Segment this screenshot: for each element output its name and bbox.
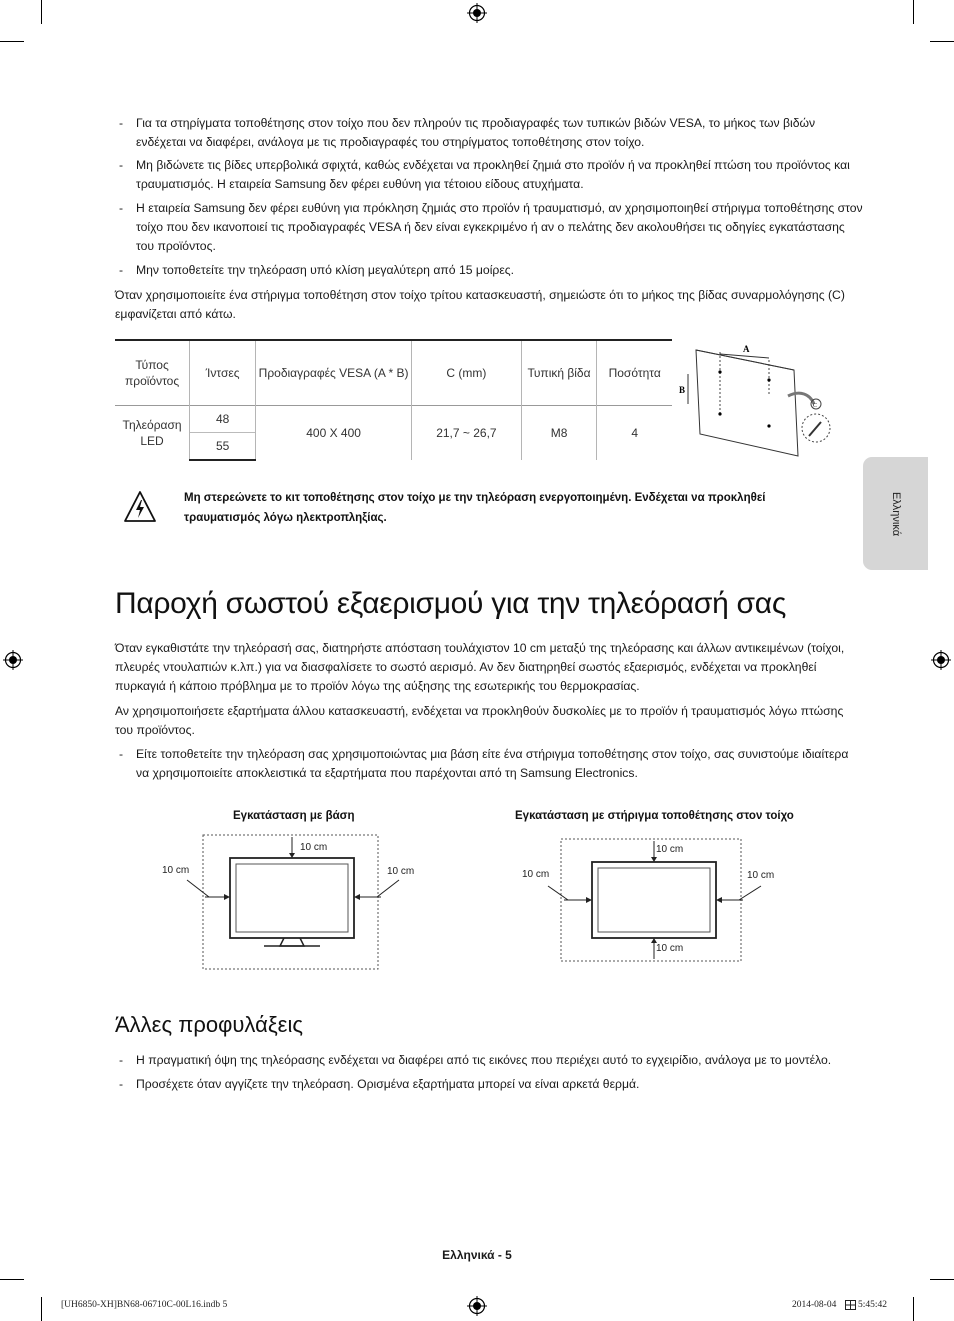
bullet-dash: - [119, 201, 124, 215]
cell-size: 48 [190, 406, 256, 433]
bullet-text: Μην τοποθετείτε την τηλεόραση υπό κλίση μεγαλύτερη από 15 μοίρες. [136, 263, 515, 277]
label-b: B [679, 385, 686, 395]
bullet-dash: - [119, 158, 124, 172]
clearance-left-label: 10 cm [522, 869, 550, 880]
wall-clearance-diagram [520, 838, 785, 964]
cell-size: 55 [190, 433, 256, 461]
cell-c: 21,7 ~ 26,7 [412, 406, 522, 461]
header-inches: Ίντσες [190, 340, 256, 406]
caption-wall: Εγκατάσταση με στήριγμα τοποθέτησης στον τοίχο [515, 810, 794, 822]
clock-icon [845, 1300, 856, 1310]
footer-date: 2014-08-04 [792, 1300, 837, 1310]
electric-warning-icon [123, 490, 157, 524]
clearance-top-label: 10 cm [300, 842, 328, 853]
crop-mark [913, 0, 914, 24]
table-header-row [115, 340, 672, 406]
caption-stand: Εγκατάσταση με βάση [233, 810, 355, 822]
header-vesa: Προδιαγραφές VESA (A * B) [256, 340, 412, 406]
bullet-item [117, 156, 864, 194]
clearance-bottom-label: 10 cm [656, 943, 684, 954]
vesa-spec-table [115, 339, 672, 461]
bullet-text: Είτε τοποθετείτε την τηλεόραση σας χρησιμοποιώντας μια βάση είτε ένα στήριγμα τοποθέτησης στον τοίχο, σας συνιστούμε ιδιαίτερα να χρησιμοποιείτε αποκλειστικά τα εξαρτήματα που παρέχονται από τη Samsung Electronics. [136, 747, 849, 780]
ventilation-paragraph: Όταν εγκαθιστάτε την τηλεόρασή σας, διατηρήστε απόσταση τουλάχιστον 10 cm μεταξύ της τηλεόρασης και άλλων αντικειμένων (τοίχοι, πλευρές ντουλαπιών κ.λπ.) για να διασφαλίσετε το σωστό αερισμό. Αν δεν διατηρηθεί σωστός εξαερισμός, ενδέχεται να προκληθεί πυρκαγιά ή κάποιο πρόβλημα με το προϊόν λόγω της αύξησης της εσωτερικής του θερμοκρασίας. [115, 641, 845, 693]
clearance-left-label: 10 cm [162, 865, 190, 876]
cell-type: Τηλεόραση LED [115, 406, 190, 461]
bullet-text: Μη βιδώνετε τις βίδες υπερβολικά σφιχτά, καθώς ενδέχεται να προκληθεί ζημιά στο προϊόν ή να προκληθεί πτώση του προϊόντος και τραυματισμός. Η εταιρεία Samsung δεν φέρει ευθύνη για τέτοιου είδους ατυχήματα. [136, 158, 850, 191]
language-side-tab [863, 457, 928, 570]
footer-filename: [UH6850-XH]BN68-06710C-00L16.indb 5 [61, 1300, 228, 1310]
bullet-dash: - [119, 1077, 124, 1091]
header-screw: Τυπική βίδα [521, 340, 597, 406]
intro-paragraph: Όταν χρησιμοποιείτε ένα στήριγμα τοποθέτηση στον τοίχο τρίτου κατασκευαστή, σημειώστε ότι το μήκος της βίδας συναρμολόγησης (C) εμφανίζεται από κάτω. [115, 288, 845, 321]
header-type: Τύπος προϊόντος [115, 340, 190, 406]
clearance-right-label: 10 cm [747, 870, 775, 881]
clearance-right-label: 10 cm [387, 866, 415, 877]
bullet-dash: - [119, 263, 124, 277]
crop-mark [0, 41, 24, 42]
warning-text: Μη στερεώνετε το κιτ τοποθέτησης στον τοίχο με την τηλεόραση ενεργοποιημένη. Ενδέχεται να προκληθεί τραυματισμός λόγω ηλεκτροπληξίας. [184, 492, 766, 524]
page-number: Ελληνικά - 5 [442, 1248, 512, 1262]
section-heading-ventilation: Παροχή σωστού εξαερισμού για την τηλεόρασή σας [115, 587, 786, 620]
wall-mount-diagram [676, 338, 838, 460]
table-row [115, 406, 672, 433]
crop-mark [913, 1297, 914, 1321]
registration-mark-icon [931, 650, 951, 670]
crop-mark [930, 41, 954, 42]
side-tab-label: Ελληνικά [889, 491, 902, 536]
crop-mark [930, 1279, 954, 1280]
registration-mark-icon [467, 3, 487, 23]
bullet-item [117, 199, 864, 256]
crop-mark [0, 1279, 24, 1280]
section-heading-precautions: Άλλες προφυλάξεις [115, 1012, 303, 1037]
cell-screw: M8 [521, 406, 597, 461]
header-c: C (mm) [412, 340, 522, 406]
bullet-text: Η εταιρεία Samsung δεν φέρει ευθύνη για πρόκληση ζημιάς στο προϊόν ή τραυματισμό, αν χρησιμοποιηθεί στήριγμα τοποθέτησης στον τοίχο που δεν ικανοποιεί τις προδιαγραφές VESA ή δεν είναι εγκεκριμένο ή αν ο πελάτης δεν ακολουθήσει τις οδηγίες εγκατάστασης του προϊόντος. [136, 201, 863, 253]
stand-clearance-diagram [160, 832, 420, 972]
registration-mark-icon [3, 650, 23, 670]
bullet-dash: - [119, 1053, 124, 1067]
bullet-dash: - [119, 747, 124, 761]
bullet-item [117, 745, 864, 783]
bullet-item [117, 1075, 864, 1094]
bullet-text: Για τα στηρίγματα τοποθέτησης στον τοίχο που δεν πληρούν τις προδιαγραφές των τυπικών βιδών VESA, το μήκος των βιδών ενδέχεται να διαφέρει, ανάλογα με τις προδιαγραφές του στηρίγματος τοποθέτησης στον τοίχο. [136, 116, 816, 149]
clearance-top-label: 10 cm [656, 844, 684, 855]
registration-mark-icon [467, 1296, 487, 1316]
bullet-item [117, 261, 864, 280]
bullet-item [117, 114, 864, 152]
cell-vesa: 400 X 400 [256, 406, 412, 461]
label-c: C [813, 403, 818, 409]
bullet-text: Η πραγματική όψη της τηλεόρασης ενδέχεται να διαφέρει από τις εικόνες που περιέχει αυτό το εγχειρίδιο, ανάλογα με το μοντέλο. [136, 1053, 832, 1067]
bullet-text: Προσέχετε όταν αγγίζετε την τηλεόραση. Ορισμένα εξαρτήματα μπορεί να είναι αρκετά θερμά. [136, 1077, 640, 1091]
bullet-dash: - [119, 116, 124, 130]
bullet-item [117, 1051, 864, 1070]
footer-time: 5:45:42 [858, 1300, 888, 1310]
crop-mark [41, 1297, 42, 1321]
label-a: A [743, 344, 750, 354]
crop-mark [41, 0, 42, 24]
ventilation-paragraph: Αν χρησιμοποιήσετε εξαρτήματα άλλου κατασκευαστή, ενδέχεται να προκληθούν δυσκολίες με το προϊόν ή τραυματισμός λόγω πτώσης του προϊόντος. [115, 704, 844, 737]
header-qty: Ποσότητα [597, 340, 672, 406]
cell-qty: 4 [597, 406, 672, 461]
